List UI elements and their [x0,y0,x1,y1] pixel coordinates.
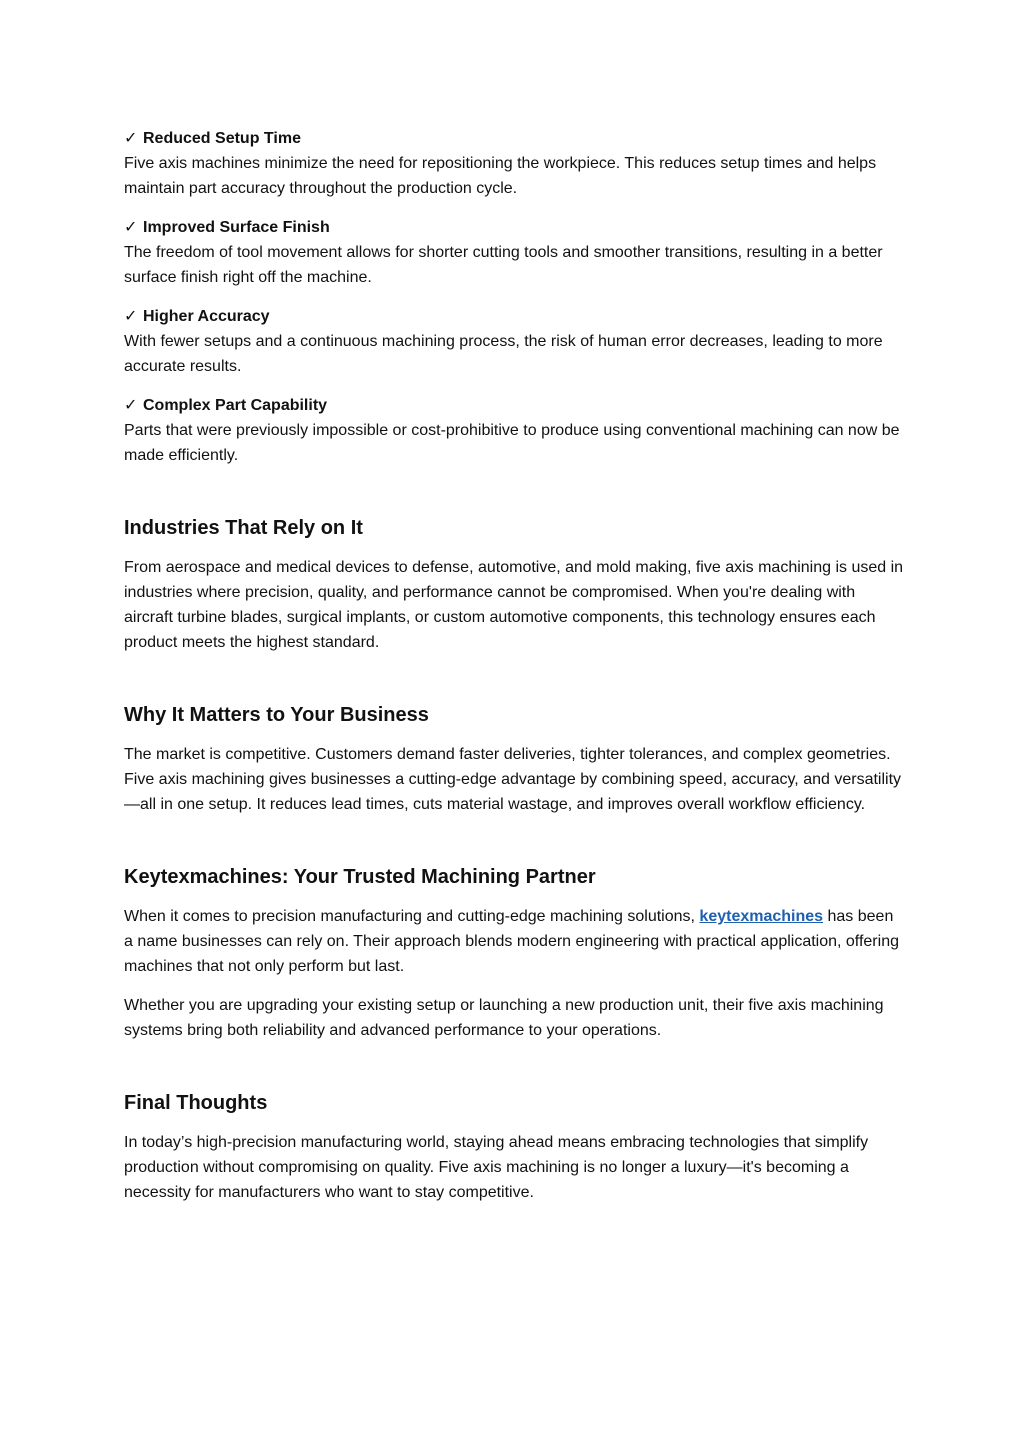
keytexmachines-link[interactable]: keytexmachines [699,908,824,925]
section-heading: Industries That Rely on It [124,517,363,539]
section-keytexmachines [124,863,904,1043]
section-industries [124,514,904,655]
benefit-title: Improved Surface Finish [143,219,330,236]
benefit-reduced-setup-time [124,126,904,201]
checkmark-icon: ✓ [124,219,138,236]
section-paragraph: From aerospace and medical devices to defense, automotive, and mold making, five axis machining is used in industries where precision, quality, and performance cannot be compromised. When you're dealing with aircraft turbine blades, surgical implants, or custom automotive components, this technology ensures each product meets the highest standard. [124,559,904,651]
section-final-thoughts [124,1089,904,1205]
benefit-complex-part-capability [124,393,904,468]
benefit-title: Complex Part Capability [143,397,328,414]
benefit-title: Reduced Setup Time [143,130,301,147]
section-paragraph: The market is competitive. Customers demand faster deliveries, tighter tolerances, and complex geometries. Five axis machining gives businesses a cutting-edge advantage by combining speed, accuracy, and versatility—all in one setup. It reduces lead times, cuts material wastage, and improves overall workflow efficiency. [124,746,902,813]
benefit-text: Five axis machines minimize the need for repositioning the workpiece. This reduces setup times and helps maintain part accuracy throughout the production cycle. [124,155,877,197]
benefit-improved-surface-finish [124,215,904,290]
document-content [124,126,904,1205]
section-heading: Why It Matters to Your Business [124,704,429,726]
checkmark-icon: ✓ [124,397,138,414]
benefit-text: The freedom of tool movement allows for shorter cutting tools and smoother transitions, resulting in a better surface finish right off the machine. [124,244,883,286]
benefit-text: Parts that were previously impossible or cost-prohibitive to produce using conventional machining can now be made efficiently. [124,422,900,464]
checkmark-icon: ✓ [124,130,138,147]
section-heading: Keytexmachines: Your Trusted Machining Partner [124,866,596,888]
checkmark-icon: ✓ [124,308,138,325]
section-why-it-matters [124,701,904,817]
benefit-text: With fewer setups and a continuous machining process, the risk of human error decreases, leading to more accurate results. [124,333,883,375]
benefit-higher-accuracy [124,304,904,379]
section-paragraph: When it comes to precision manufacturing and cutting-edge machining solutions, keytexmachines has been a name businesses can rely on. Their approach blends modern engineering with practical application, offering machines that not only perform but last. [124,908,899,975]
section-paragraph: In today’s high-precision manufacturing world, staying ahead means embracing technologies that simplify production without compromising on quality. Five axis machining is no longer a luxury—it's becoming a necessity for manufacturers who want to stay competitive. [124,1134,869,1201]
section-paragraph: Whether you are upgrading your existing setup or launching a new production unit, their five axis machining systems bring both reliability and advanced performance to your operations. [124,997,884,1039]
benefit-title: Higher Accuracy [143,308,270,325]
section-heading: Final Thoughts [124,1092,268,1114]
